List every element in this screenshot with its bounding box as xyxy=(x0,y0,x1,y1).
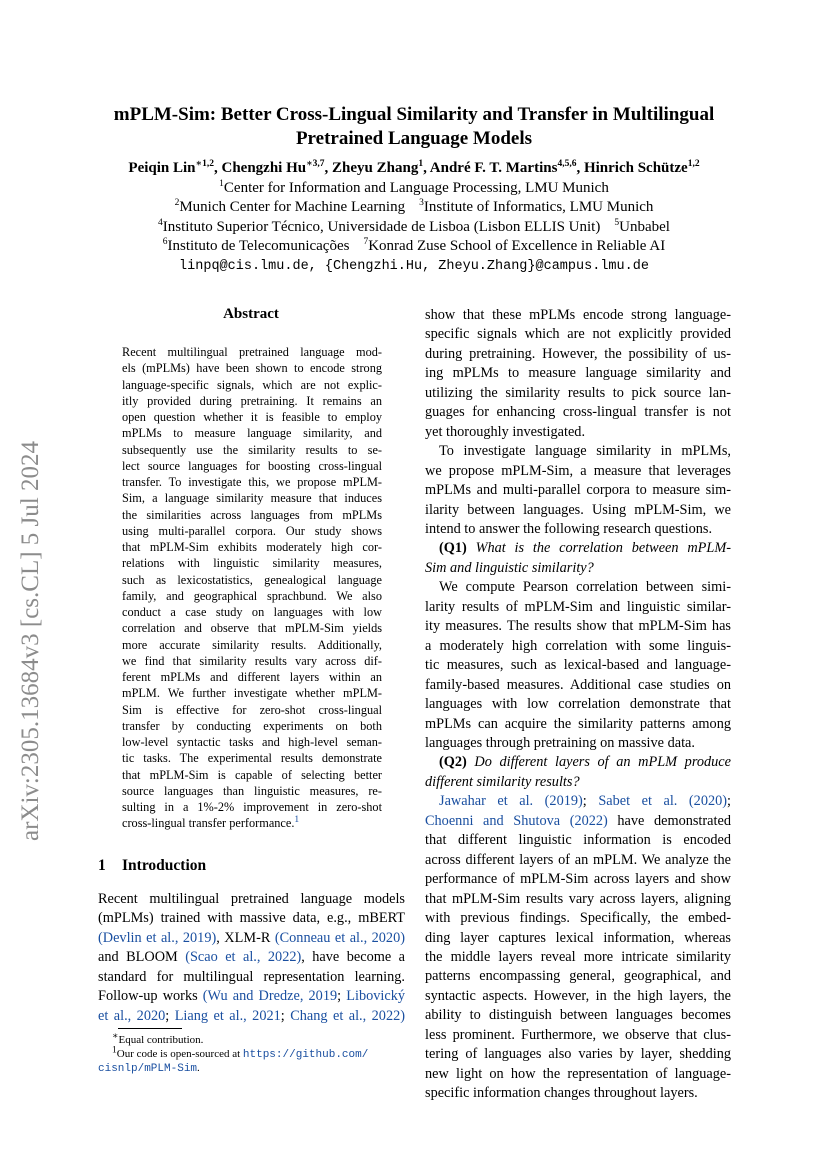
text-line: tering of languages also varies by layer, shedding xyxy=(425,1046,731,1063)
text-line: patterns encompassing general, geographical, and xyxy=(425,968,731,985)
abstract-line: the similarities across languages from mPLMs xyxy=(122,507,382,522)
text-line: To investigate language similarity in mPLMs, xyxy=(439,443,731,460)
text-line: that mPLM-Sim results vary across layers, aligning xyxy=(425,890,731,907)
abstract-line: source languages than linguistic measures, re- xyxy=(122,783,382,798)
text-line: ilarity between languages. Using mPLM-Sim, we xyxy=(425,501,731,518)
text-line: we propose mPLM-Sim, a measure that leverages xyxy=(425,462,731,479)
text-line: et al., 2020; Liang et al., 2021; Chang et al., 2022) xyxy=(98,1007,406,1024)
affiliation-line: $^6$Instituto de Telecomunicações $^7$Konrad Zuse School of Excellence in Reliable AI xyxy=(162,237,666,254)
github-link[interactable]: cisnlp/mPLM-Sim xyxy=(98,1063,198,1075)
abstract-line: ferent mPLMs and different layers within an xyxy=(122,670,382,684)
author-block xyxy=(0,159,828,276)
author-list: Peiqin Lin$^{∗1,2}$, Chengzhi $Hu^{∗3,7}$, Zheyu Zhang$^1$, André F. T. Martins$^{4,5,6}$, Hinrich Schütze$^{1,2}$ xyxy=(128,159,700,176)
text-line: ability to distinguish between languages becomes xyxy=(425,1007,731,1024)
abstract-line: that mPLM-Sim exhibits moderately high cor- xyxy=(122,540,382,554)
abstract-line: els (mPLMs) have been shown to encode strong xyxy=(122,361,382,376)
footnote-code-cont: cisnlp/mPLM-Sim. xyxy=(98,1062,200,1075)
abstract-line: Sim is effective for zero-shot cross-lingual xyxy=(122,702,382,717)
paragraph-rq-intro xyxy=(425,442,731,539)
author-name: Peiqin Lin xyxy=(128,160,196,176)
section-number: 1 xyxy=(98,857,106,874)
text-line: standard for multilingual representation learning. xyxy=(98,968,405,985)
abstract-line: lect source languages for boosting cross-lingual xyxy=(122,458,382,473)
citation-link[interactable]: Choenni and Shutova (2022) xyxy=(425,812,608,829)
text-line: syntactic aspects. However, in the high layers, the xyxy=(425,987,731,1004)
text-line: (mPLMs) trained with massive data, e.g., mBERT xyxy=(98,910,405,927)
text-line: larity results of mPLM-Sim and linguistic similar- xyxy=(425,598,731,615)
text-line: across different layers of an mPLM. We analyze the xyxy=(425,851,731,868)
citation-link[interactable]: Liang et al., 2021 xyxy=(174,1007,281,1024)
text-line: performance of mPLM-Sim across layers and show xyxy=(425,871,731,888)
research-question-1-cont: Sim and linguistic similarity? xyxy=(425,559,594,576)
affiliation-line: $^1$Center for Information and Language Processing, LMU Munich xyxy=(219,178,609,196)
paragraph-q1-answer xyxy=(425,578,731,753)
title-line-2: Pretrained Language Models xyxy=(295,128,533,149)
abstract-heading: Abstract xyxy=(223,306,279,322)
text-line: a moderately high correlation with some linguis- xyxy=(425,637,731,654)
affiliation-line: $^4$Instituto Superior Técnico, Universidade de Lisboa (Lisbon ELLIS Unit) $^5$Unbabel xyxy=(158,217,670,235)
text-line: that different linguistic information is encoded xyxy=(425,832,731,849)
abstract-line: such as lexicostatistics, genealogical language xyxy=(122,572,382,587)
citation-link[interactable]: (Scao et al., 2022) xyxy=(185,949,302,966)
text-line: languages with low correlation demonstrate that xyxy=(425,696,731,713)
text-line: specific information changes throughout layers. xyxy=(425,1085,698,1102)
abstract-line: correlation and observe that mPLM-Sim yields xyxy=(122,621,382,636)
author-name: André F. T. Martins xyxy=(429,160,558,176)
citation-link[interactable]: Chang et al., 2022) xyxy=(290,1007,406,1024)
text-line: tic measures, such as lexical-based and language- xyxy=(425,657,731,674)
title-line-1: mPLM-Sim: Better Cross-Lingual Similarity and Transfer in Multilingual xyxy=(113,104,715,125)
text-line: We compute Pearson correlation between simi- xyxy=(439,579,731,596)
abstract-line: itly provided during pretraining. It remains an xyxy=(122,393,382,408)
abstract-line: family, and geographical sprachbund. We also xyxy=(122,588,382,603)
affiliation-line: $^2$Munich Center for Machine Learning $^3$Institute of Informatics, LMU Munich xyxy=(174,198,654,215)
abstract-line: cross-lingual transfer performance.$^1$ xyxy=(122,815,300,831)
author-name: Chengzhi Hu xyxy=(221,160,307,176)
text-line: ing mPLMs to measure language similarity and xyxy=(425,365,731,382)
section-heading xyxy=(98,857,206,875)
text-line: Jawahar et al. (2019); Sabet et al. (2020); xyxy=(439,793,732,810)
text-line: mPLMs and multi-parallel corpora to measure sim- xyxy=(425,482,731,499)
footnote-mark[interactable]: 1 xyxy=(294,815,300,826)
abstract-line: transfer. To investigate this, we propose mPLM- xyxy=(122,475,382,489)
abstract-line: Recent multilingual pretrained language mod- xyxy=(122,345,382,359)
paper-title xyxy=(0,103,828,151)
abstract-line: low-level syntactic tasks and high-level seman- xyxy=(122,735,382,749)
abstract-line: conduct a case study on languages with low xyxy=(122,605,382,619)
abstract-line: more accurate similarity results. Additionally, xyxy=(122,637,382,652)
abstract-line: Sim, a language similarity measure that induces xyxy=(122,491,382,506)
github-link[interactable]: https://github.com/ xyxy=(242,1048,369,1061)
author-sup: ∗3,7 xyxy=(306,159,325,169)
research-question-2: (Q2) Do different layers of an mPLM produce xyxy=(439,754,732,771)
text-line: mPLMs can acquire the similarity patterns among xyxy=(425,715,731,732)
paragraph-continuation xyxy=(425,306,731,442)
research-question-1: (Q1) What is the correlation between mPLM- xyxy=(439,540,732,557)
text-line: (Devlin et al., 2019), XLM-R (Conneau et al., 2020) xyxy=(98,929,405,946)
intro-paragraph xyxy=(98,890,405,1026)
author-sup: ∗1,2 xyxy=(195,159,214,169)
abstract-line: mPLMs to measure language similarity, and xyxy=(122,426,382,441)
abstract-line: that mPLM-Sim is capable of selecting better xyxy=(122,767,382,782)
text-line: the middle layers reveal more intricate similarity xyxy=(425,948,731,965)
abstract-line: relations with linguistic similarity measures, xyxy=(122,556,382,571)
text-line: yet thoroughly investigated. xyxy=(425,423,586,440)
abstract-line: sulting in a 1%-2% improvement in zero-shot xyxy=(122,800,382,814)
text-line: and BLOOM (Scao et al., 2022), have become a xyxy=(98,949,405,966)
abstract-body xyxy=(122,344,382,832)
author-sup: 1 xyxy=(418,159,424,169)
text-line: with previous findings. Specifically, the embed- xyxy=(425,910,731,927)
text-line: languages through pretraining on massive data. xyxy=(425,734,695,751)
section-title: Introduction xyxy=(122,857,207,874)
abstract-line: transfer by conducting experiments on both xyxy=(122,718,382,733)
text-line: family-based measures. Additional case studies on xyxy=(425,676,731,693)
abstract-line: subsequently use the similarity results to se- xyxy=(122,442,382,457)
text-line: Recent multilingual pretrained language models xyxy=(98,891,405,907)
text-line: intend to answer the following research questions. xyxy=(425,520,713,537)
abstract-line: open question whether it is feasible to employ xyxy=(122,410,382,424)
research-question-2-cont: different similarity results? xyxy=(425,773,580,790)
footnotes xyxy=(98,1031,405,1077)
citation-link[interactable]: Libovický xyxy=(346,988,405,1005)
citation-link[interactable]: (Conneau et al., 2020) xyxy=(274,929,405,946)
text-line: show that these mPLMs encode strong language- xyxy=(425,307,731,323)
abstract-line: using multi-parallel corpora. Our study shows xyxy=(122,523,382,538)
paragraph-q2-answer xyxy=(425,831,731,1103)
abstract-line: tic tasks. The experimental results demonstrate xyxy=(122,751,382,766)
text-line: utilizing the similarity results to pick source lan- xyxy=(425,384,731,401)
author-name: Zheyu Zhang xyxy=(332,160,419,176)
arxiv-identifier: arXiv:2305.13684v3 [cs.CL] 5 Jul 2024 xyxy=(17,441,44,841)
abstract-line: we find that similarity results vary across dif- xyxy=(122,653,382,668)
text-line: specific signals which are not explicitly provided xyxy=(425,326,731,343)
citation-link[interactable]: et al., 2020 xyxy=(98,1007,166,1024)
email-addresses: linpq@cis.lmu.de, {Chengzhi.Hu, Zheyu.Zhang}@campus.lmu.de xyxy=(179,258,649,274)
abstract-line: language-specific signals, which are not explic- xyxy=(122,377,382,392)
citation-link[interactable]: (Devlin et al., 2019) xyxy=(98,929,217,946)
citation-link[interactable]: Sabet et al. (2020) xyxy=(598,793,728,810)
author-name: Hinrich Schütze xyxy=(583,160,688,176)
text-line: ding layer captures lexical information, whereas xyxy=(425,929,731,946)
text-line: Follow-up works (Wu and Dredze, 2019; Libovický xyxy=(98,988,405,1005)
text-line: ity measures. The results show that mPLM-Sim has xyxy=(425,618,731,635)
text-line: less prominent. Furthermore, we observe that clus- xyxy=(425,1026,731,1043)
footnote-code: $^1$Our code is open-sourced at https://github.com/ xyxy=(112,1044,369,1061)
text-line: new light on how the representation of language- xyxy=(425,1065,731,1082)
author-sup: 1,2 xyxy=(687,159,700,169)
citation-link[interactable]: Jawahar et al. (2019) xyxy=(439,793,583,810)
right-column xyxy=(425,306,731,1104)
footnote-equal: ∗Equal contribution. xyxy=(112,1031,204,1046)
text-line: guages for enhancing cross-lingual transfer is not xyxy=(425,404,731,421)
footnote-divider xyxy=(118,1028,182,1029)
citation-link[interactable]: (Wu and Dredze, 2019 xyxy=(202,988,338,1005)
author-sup: 4,5,6 xyxy=(557,159,577,169)
text-line: Choenni and Shutova (2022) have demonstrated xyxy=(425,812,731,829)
abstract-line: mPLM. We further investigate whether mPLM- xyxy=(122,686,382,701)
text-line: during pretraining. However, the possibility of us- xyxy=(425,345,731,362)
